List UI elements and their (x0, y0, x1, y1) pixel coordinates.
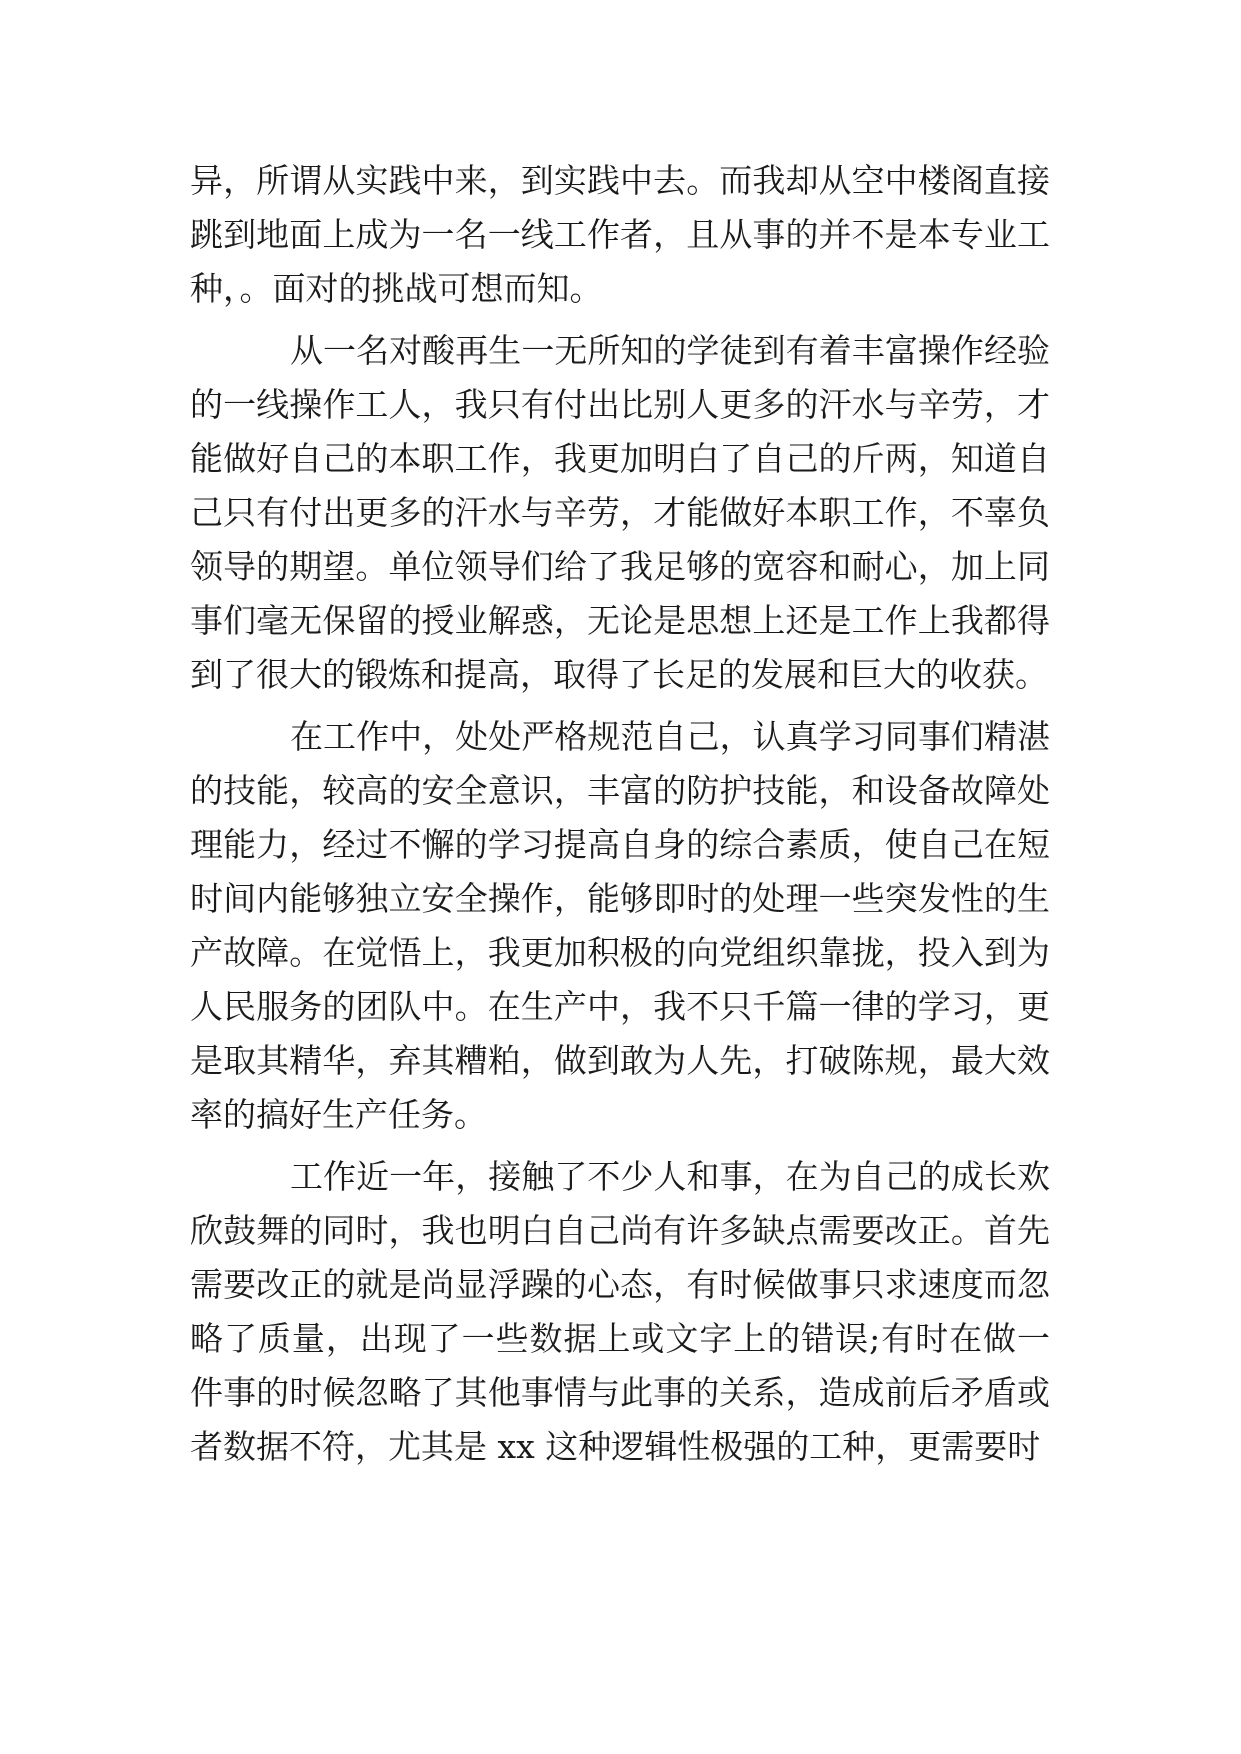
paragraph-3: 在工作中，处处严格规范自己，认真学习同事们精湛的技能，较高的安全意识，丰富的防护技能，和设备故障处理能力，经过不懈的学习提高自身的综合素质，使自己在短时间内能够独立安全操作，能够即时的处理一些突发性的生产故障。在觉悟上，我更加积极的向党组织靠拢，投入到为人民服务的团队中。在生产中，我不只千篇一律的学习，更是取其精华，弃其糟粕，做到敢为人先，打破陈规，最大效率的搞好生产任务。 (190, 717, 1050, 1134)
paragraph-2: 从一名对酸再生一无所知的学徒到有着丰富操作经验的一线操作工人，我只有付出比别人更多的汗水与辛劳，才能做好自己的本职工作，我更加明白了自己的斤两，知道自己只有付出更多的汗水与辛劳，才能做好本职工作，不辜负领导的期望。单位领导们给了我足够的宽容和耐心，加上同事们毫无保留的授业解惑，无论是思想上还是工作上我都得到了很大的锻炼和提高，取得了长足的发展和巨大的收获。 (190, 331, 1050, 694)
paragraph-4: 工作近一年，接触了不少人和事，在为自己的成长欢欣鼓舞的同时，我也明白自己尚有许多缺点需要改正。首先需要改正的就是尚显浮躁的心态，有时候做事只求速度而忽略了质量，出现了一些数据上或文字上的错误;有时在做一件事的时候忽略了其他事情与此事的关系，造成前后矛盾或者数据不符，尤其是 xx 这种逻辑性极强的工种，更需要时 (190, 1157, 1050, 1466)
paragraph-1: 异，所谓从实践中来，到实践中去。而我却从空中楼阁直接跳到地面上成为一名一线工作者，且从事的并不是本专业工种，。面对的挑战可想而知。 (190, 161, 1050, 308)
document-body (190, 154, 1050, 1474)
